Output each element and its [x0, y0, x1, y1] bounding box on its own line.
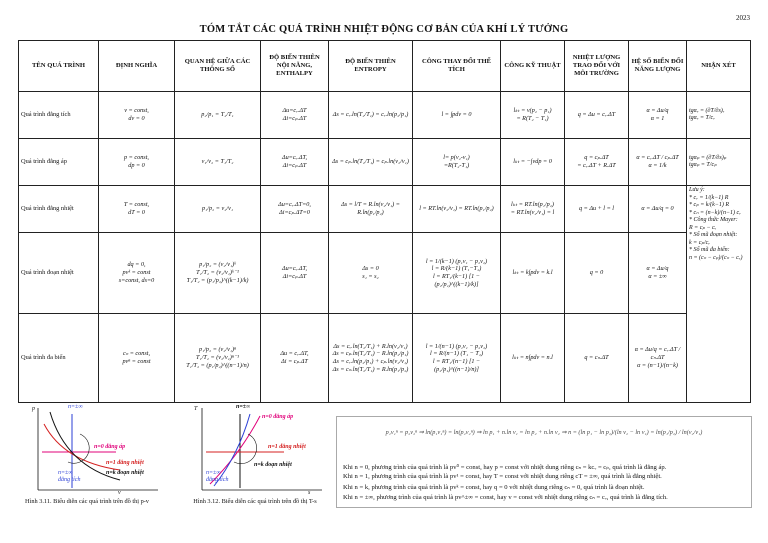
label-isobaric: n=0 đẳng áp [262, 414, 294, 420]
note-cell: tgαᵥ = (∂T/∂s)ᵥ tgαᵥ = T/cᵥ [687, 92, 751, 139]
definition-cell: v = const, dv = 0 [99, 92, 175, 139]
process-name: Quá trình đẳng áp [19, 139, 99, 186]
table-row [19, 314, 751, 403]
axis-label-s: s [308, 490, 311, 496]
header-cell: ĐỘ BIẾN THIÊN ENTROPY [329, 41, 413, 92]
entropy-cell: Δs = cₚ.ln(T₂/T₁) = cₚ.ln(v₂/v₁) [329, 139, 413, 186]
table-row [19, 233, 751, 314]
label-isobaric: n=0 đẳng áp [94, 444, 126, 450]
coefficient-cell: α = Δu/q α = 1 [629, 92, 687, 139]
figure-caption-pv: Hình 3.11. Biểu diễn các quá trình trên đồ thị p-v [25, 498, 149, 505]
label-isothermal: n=1 đẳng nhiệt [106, 460, 144, 466]
technical-work-cell: lₖₜ = n∫pdv = n.l [501, 314, 565, 403]
volume-work-cell: l = RT.ln(v₂/v₁) = RT.ln(p₁/p₂) [413, 186, 501, 233]
summary-table [18, 40, 751, 403]
label-isothermal: n=1 đẳng nhiệt [268, 444, 306, 450]
coefficient-cell: α = Δu/q α = ±∞ [629, 233, 687, 314]
label-adiabatic: n=k đoạn nhiệt [254, 462, 292, 468]
header-cell: ĐỘ BIẾN THIÊN NỘI NĂNG, ENTHALPY [261, 41, 329, 92]
process-name: Quá trình đoạn nhiệt [19, 233, 99, 314]
header-cell: HỆ SỐ BIẾN ĐỔI NĂNG LƯỢNG [629, 41, 687, 92]
internal-energy-cell: Δu=cᵥ.ΔT=0, Δi=cₚ.ΔT=0 [261, 186, 329, 233]
page-title: TÓM TẮT CÁC QUÁ TRÌNH NHIỆT ĐỘNG CƠ BẢN CỦA KHÍ LÝ TƯỞNG [199, 24, 569, 35]
relation-cell: v₁/v₂ = T₁/T₂ [175, 139, 261, 186]
entropy-cell: Δs = cᵥ.ln(T₂/T₁) = cᵥ.ln(p₂/p₁) [329, 92, 413, 139]
header-cell: TÊN QUÁ TRÌNH [19, 41, 99, 92]
axis-label-p: p [32, 406, 35, 412]
relation-cell: p₁/p₂ = v₂/v₁ [175, 186, 261, 233]
entropy-cell: Δs = l/T = R.ln(v₂/v₁) = R.ln(p₁/p₂) [329, 186, 413, 233]
relation-cell: p₁/p₂ = (v₂/v₁)ⁿ T₁/T₂ = (v₂/v₁)ⁿ⁻¹ T₁/T₂ = (p₁/p₂)^((n−1)/n) [175, 314, 261, 403]
axis-label-T: T [194, 406, 198, 412]
year-label: 2023 [736, 14, 750, 22]
polytropic-formula: p₁v₁ⁿ = p₂v₂ⁿ ⇒ ln(p₁v₁ⁿ) = ln(p₂v₂ⁿ) ⇒ ln p₁ + n.ln v₁ = ln p₂ + n.ln v₂ ⇒ n = (ln p₁ − ln p₂)/(ln v₂ − ln v₁) = ln(p₁/p₂) / ln(v₂/v₁) [385, 429, 703, 436]
coefficient-cell: α = Δu/q = 0 [629, 186, 687, 233]
entropy-cell: Δs = cᵥ.ln(T₂/T₁) + R.ln(v₂/v₁) Δs = cₚ.ln(T₂/T₁) − R.ln(p₂/p₁) Δs = cᵥ.ln(p₂/p₁) + cₚ.ln(v₂/v₁) Δs = cₙ.ln(T₂/T₁) = R.ln(p₁/p₂) [329, 314, 413, 403]
heat-cell: q = cₚ.ΔT = cᵥ.ΔT + R.ΔT [565, 139, 629, 186]
technical-work-cell: lₖₜ = k∫pdv = k.l [501, 233, 565, 314]
volume-work-cell: l= p(v₂-v₁) =R(T₂-T₁) [413, 139, 501, 186]
table-row [19, 92, 751, 139]
explanation-line: Khi n = 1, phương trình của quá trình là pv¹ = const, hay T = const với nhiệt dung riêng cT = ±∞, quá trình là đẳng nhiệt. [343, 473, 662, 480]
explanation-line: Khi n = k, phương trình của quá trình là pvᵏ = const, hay q = 0 với nhiệt dung riêng cₙ = 0, quá trình là đoạn nhiệt. [343, 484, 645, 491]
process-name: Quá trình đẳng tích [19, 92, 99, 139]
header-cell: CÔNG THAY ĐỔI THỂ TÍCH [413, 41, 501, 92]
figure-caption-ts: Hình 3.12. Biểu diễn các quá trình trên đồ thị T-s [193, 498, 317, 505]
pv-diagram-svg [24, 404, 164, 496]
volume-work-cell: l = 1/(k−1) (p₁v₁ − p₂v₂) l = R/(k−1) (T₁−T₂) l = RT₁/(k−1) [1 − (p₂/p₁)^((k−1)/k)] [413, 233, 501, 314]
label-adiabatic: n=k đoạn nhiệt [106, 470, 144, 476]
entropy-cell: Δs = 0 s₁ = s₂ [329, 233, 413, 314]
table-header-row [19, 41, 751, 92]
note-cell: tgαₚ = (∂T/∂s)ₚ tgαₚ = T/cₚ [687, 139, 751, 186]
definition-cell: dq = 0, pvᵏ = const s=const, ds=0 [99, 233, 175, 314]
technical-work-cell: lₖₜ = RT.ln(p₁/p₂) = RT.ln(v₂/v₁) = l [501, 186, 565, 233]
internal-energy-cell: Δu = cᵥ.ΔT, Δi = cₚ.ΔT [261, 314, 329, 403]
technical-work-cell: lₖₜ = −∫vdp = 0 [501, 139, 565, 186]
table-row [19, 186, 751, 233]
process-name: Quá trình đa biến [19, 314, 99, 403]
definition-cell: p = const, dp = 0 [99, 139, 175, 186]
note-cell: Lưu ý: * cᵥ = 1/(k−1) R * cₚ = k/(k−1) R * cₙ = (n−k)/(n−1) cᵥ * Công thức Mayer: R = cₚ − cᵥ * Số mũ đoạn nhiệt: k = cₚ/cᵥ * Số mũ đa biến: n = (cₙ − cₚ)/(cₙ − cᵥ) [687, 186, 751, 403]
label-isochoric-top: n=±∞ [68, 404, 83, 410]
header-cell: ĐỊNH NGHĨA [99, 41, 175, 92]
volume-work-cell: l = 1/(n−1) (p₁v₁ − p₂v₂) l = R/(n−1) (T₁ − T₂) l = RT₁/(n−1) [1 − (p₂/p₁)^((n−1)/n)] [413, 314, 501, 403]
internal-energy-cell: Δu=cᵥ.ΔT, Δi=cₚ.ΔT [261, 139, 329, 186]
coefficient-cell: α = Δu/q = cᵥ.ΔT / cₙ.ΔT α = (n−1)/(n−k) [629, 314, 687, 403]
technical-work-cell: lₖₜ = v(p₂ − p₁) = R(T₂ − T₁) [501, 92, 565, 139]
axis-label-v: v [118, 490, 121, 496]
volume-work-cell: l = ∫pdv = 0 [413, 92, 501, 139]
table-row [19, 139, 751, 186]
heat-cell: q = Δu = cᵥ.ΔT [565, 92, 629, 139]
header-cell: NHIỆT LƯỢNG TRAO ĐỔI VỚI MÔI TRƯỜNG [565, 41, 629, 92]
heat-cell: q = cₙ.ΔT [565, 314, 629, 403]
header-cell: QUAN HỆ GIỮA CÁC THÔNG SỐ [175, 41, 261, 92]
relation-cell: p₁/p₂ = (v₂/v₁)ᵏ T₁/T₂ = (v₂/v₁)ᵏ⁻¹ T₁/T₂ = (p₁/p₂)^((k−1)/k) [175, 233, 261, 314]
header-cell: NHẬN XÉT [687, 41, 751, 92]
explanation-line: Khi n = 0, phương trình của quá trình là pv⁰ = const, hay p = const với nhiệt dung riêng cₙ = kcᵥ = cₚ, quá trình là đẳng áp. [343, 464, 667, 471]
coefficient-cell: α = cᵥ.ΔT / cₚ.ΔT α = 1/k [629, 139, 687, 186]
definition-cell: T = const, dT = 0 [99, 186, 175, 233]
polytropic-explanation-box [336, 416, 752, 508]
heat-cell: q = 0 [565, 233, 629, 314]
header-cell: CÔNG KỸ THUẬT [501, 41, 565, 92]
process-name: Quá trình đẳng nhiệt [19, 186, 99, 233]
internal-energy-cell: Δu=cᵥ.ΔT, Δi=cₚ.ΔT [261, 233, 329, 314]
explanation-line: Khi n = ±∞, phương trình của quá trình là pv^±∞ = const, hay v = const với nhiệt dung riêng cₙ = cᵥ, quá trình là đẳng tích. [343, 494, 668, 501]
heat-cell: q = Δu + l = l [565, 186, 629, 233]
label-top: n=±∞ [236, 404, 251, 410]
label-isochoric: n=±∞ đẳng tích [206, 470, 229, 483]
label-isochoric: n=±∞ đẳng tích [58, 470, 81, 483]
relation-cell: p₂/p₁ = T₂/T₁ [175, 92, 261, 139]
internal-energy-cell: Δu=cᵥ.ΔT Δi=cₚ.ΔT [261, 92, 329, 139]
definition-cell: cₙ = const, pvⁿ = const [99, 314, 175, 403]
